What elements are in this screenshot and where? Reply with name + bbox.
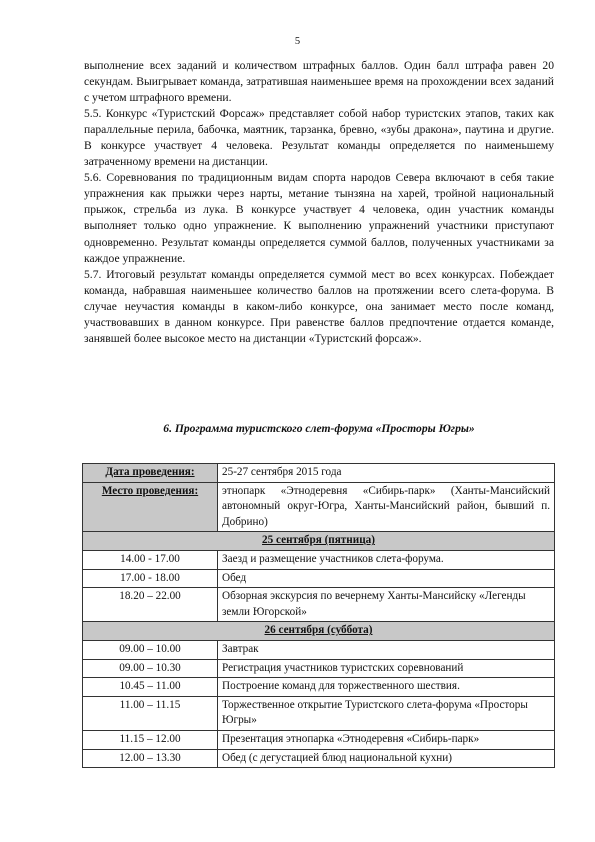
event-time: 09.00 – 10.00	[83, 640, 218, 659]
program-table	[82, 463, 555, 768]
event-description: Обед (с дегустацией блюд национальной кухни)	[218, 749, 555, 768]
page-number: 5	[294, 36, 301, 47]
event-time: 17.00 - 18.00	[83, 569, 218, 588]
event-description: Завтрак	[218, 640, 555, 659]
day-header	[83, 622, 555, 641]
paragraph-5-5: 5.5. Конкурс «Туристский Форсаж» представляет собой набор туристских этапов, таких как параллельные перила, бабочка, маятник, тарзанка, бревно, «зубы дракона», паутина и другие. В конкурсе участвует 4 человека. Результат команды определяется по наименьшему затраченному времени на дистанции.	[84, 107, 554, 169]
paragraph: выполнение всех заданий и количеством штрафных баллов. Один балл штрафа равен 20 секундам. Выигрывает команда, затратившая наименьшее время на прохождении всех заданий с учетом штрафного времени.	[84, 59, 554, 105]
event-time: 18.20 – 22.00	[83, 588, 218, 622]
day-header	[83, 532, 555, 551]
day-title-26: 26 сентября (суббота)	[83, 622, 555, 641]
event-description: Обзорная экскурсия по вечернему Ханты-Мансийску «Легенды земли Югорской»	[218, 588, 555, 622]
table-row	[83, 659, 555, 678]
date-row	[83, 464, 555, 483]
event-description: Построение команд для торжественного шествия.	[218, 678, 555, 697]
table-row	[83, 588, 555, 622]
event-time: 11.15 – 12.00	[83, 730, 218, 749]
event-description: Регистрация участников туристских соревнований	[218, 659, 555, 678]
event-time: 11.00 – 11.15	[83, 696, 218, 730]
place-label: Место проведения:	[83, 482, 218, 532]
section-title: 6. Программа туристского слет-форума «Просторы Югры»	[163, 422, 475, 435]
table-row	[83, 730, 555, 749]
event-time: 12.00 – 13.30	[83, 749, 218, 768]
table-row	[83, 640, 555, 659]
table-row	[83, 569, 555, 588]
paragraph-5-7: 5.7. Итоговый результат команды определяется суммой мест во всех конкурсах. Побеждает команда, набравшая наименьшее количество баллов на протяжении всего слета-форума. В случае неучастия команды в каком-либо конкурсе, она занимает место после команд, участвовавших в данном конкурсе. При равенстве баллов предпочтение отдается команде, занявшей более высокое место на дистанции «Туристский форсаж».	[84, 267, 554, 345]
event-time: 14.00 - 17.00	[83, 550, 218, 569]
table-row	[83, 749, 555, 768]
day-title-25: 25 сентября (пятница)	[83, 532, 555, 551]
place-row	[83, 482, 555, 532]
event-description: Заезд и размещение участников слета-форума.	[218, 550, 555, 569]
event-time: 10.45 – 11.00	[83, 678, 218, 697]
event-description: Презентация этнопарка «Этнодеревня «Сибирь-парк»	[218, 730, 555, 749]
table-row	[83, 696, 555, 730]
event-description: Торжественное открытие Туристского слета-форума «Просторы Югры»	[218, 696, 555, 730]
paragraph-5-6: 5.6. Соревнования по традиционным видам спорта народов Севера включают в себя такие упражнения как прыжки через нарты, метание тынзяна на харей, тройной национальный прыжок, стрельба из лука. В конкурсе участвует 4 человека, один участник команды выполняет только одно упражнение. К выполнению упражнений участники приступают одновременно. Результат команды определяется суммой баллов, полученных участниками за каждое упражнение.	[84, 171, 554, 265]
place-value: этнопарк «Этнодеревня «Сибирь-парк» (Ханты-Мансийский автономный округ-Югра, Ханты-Мансийский район, бывший п. Добрино)	[218, 482, 555, 532]
table-row	[83, 678, 555, 697]
date-label: Дата проведения:	[83, 464, 218, 483]
date-value: 25-27 сентября 2015 года	[218, 464, 555, 483]
event-description: Обед	[218, 569, 555, 588]
event-time: 09.00 – 10.30	[83, 659, 218, 678]
body-text	[84, 58, 554, 347]
table-row	[83, 550, 555, 569]
